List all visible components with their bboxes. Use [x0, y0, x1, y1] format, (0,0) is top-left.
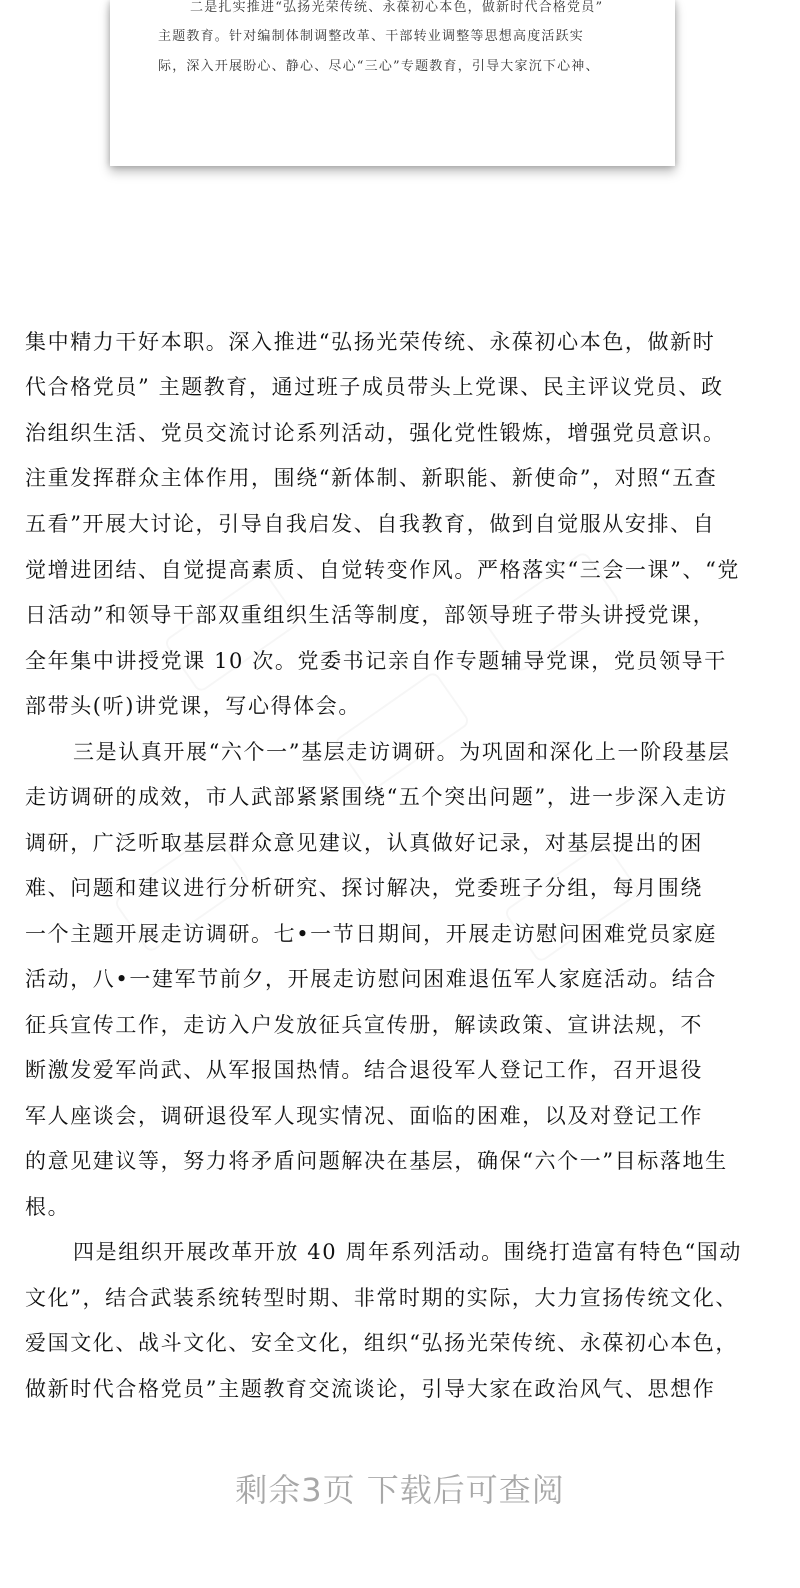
preview-line-1: 二是扎实推进“弘扬光荣传统、永葆初心本色，做新时代合格党员”	[190, 0, 604, 15]
doc-line: 日活动”和领导干部双重组织生活等制度，部领导班子带头讲授党课，	[25, 603, 716, 627]
doc-line: 难、问题和建议进行分析研究、探讨解决，党委班子分组，每月围绕	[25, 876, 703, 900]
doc-line: 集中精力干好本职。深入推进“弘扬光荣传统、永葆初心本色，做新时	[25, 330, 716, 354]
doc-line: 觉增进团结、自觉提高素质、自觉转变作风。严格落实“三会一课”、“党	[25, 558, 741, 582]
doc-line: 的意见建议等，努力将矛盾问题解决在基层，确保“六个一”目标落地生	[25, 1149, 728, 1173]
watermark-logo	[333, 670, 471, 794]
doc-line: 代合格党员” 主题教育，通过班子成员带头上党课、民主评议党员、政	[25, 375, 724, 399]
preview-line-3: 际，深入开展盼心、静心、尽心“三心”专题教育，引导大家沉下心神、	[158, 59, 600, 74]
doc-line: 全年集中讲授党课 10 次。党委书记亲自作专题辅导党课，党员领导干	[25, 649, 727, 673]
doc-line: 文化”，结合武装系统转型时期、非常时期的实际，大力宣扬传统文化、	[25, 1286, 738, 1310]
doc-line: 做新时代合格党员”主题教育交流谈论，引导大家在政治风气、思想作	[25, 1377, 716, 1401]
doc-line: 活动，八•一建军节前夕，开展走访慰问困难退伍军人家庭活动。结合	[25, 967, 717, 991]
doc-line: 部带头(听)讲党课，写心得体会。	[25, 694, 361, 718]
doc-line: 根。	[25, 1195, 71, 1219]
doc-line: 五看”开展大讨论，引导自我启发、自我教育，做到自觉服从安排、自	[25, 512, 716, 536]
doc-line: 断激发爱军尚武、从军报国热情。结合退役军人登记工作，召开退役	[25, 1058, 703, 1082]
doc-line: 治组织生活、党员交流讨论系列活动，强化党性锻炼，增强党员意识。	[25, 421, 726, 445]
doc-line: 一个主题开展走访调研。七•一节日期间，开展走访慰问困难党员家庭	[25, 922, 717, 946]
previous-page-preview	[110, 0, 675, 166]
preview-line-2: 主题教育。针对编制体制调整改革、干部转业调整等思想高度活跃实	[158, 29, 585, 44]
doc-line: 征兵宣传工作，走访入户发放征兵宣传册，解读政策、宣讲法规，不	[25, 1013, 703, 1037]
doc-paragraph-start: 三是认真开展“六个一”基层走访调研。为巩固和深化上一阶段基层	[73, 740, 731, 764]
doc-line: 走访调研的成效，市人武部紧紧围绕“五个突出问题”，进一步深入走访	[25, 785, 728, 809]
doc-paragraph-start: 四是组织开展改革开放 40 周年系列活动。围绕打造富有特色“国动	[73, 1240, 743, 1264]
remaining-pages-download-link[interactable]: 剩余3页 下载后可查阅	[235, 1471, 565, 1509]
doc-line: 调研，广泛听取基层群众意见建议，认真做好记录，对基层提出的困	[25, 831, 703, 855]
doc-line: 注重发挥群众主体作用，围绕“新体制、新职能、新使命”，对照“五查	[25, 466, 718, 490]
doc-line: 爱国文化、战斗文化、安全文化，组织“弘扬光荣传统、永葆初心本色，	[25, 1331, 738, 1355]
doc-line: 军人座谈会，调研退役军人现实情况、面临的困难，以及对登记工作	[25, 1104, 703, 1128]
